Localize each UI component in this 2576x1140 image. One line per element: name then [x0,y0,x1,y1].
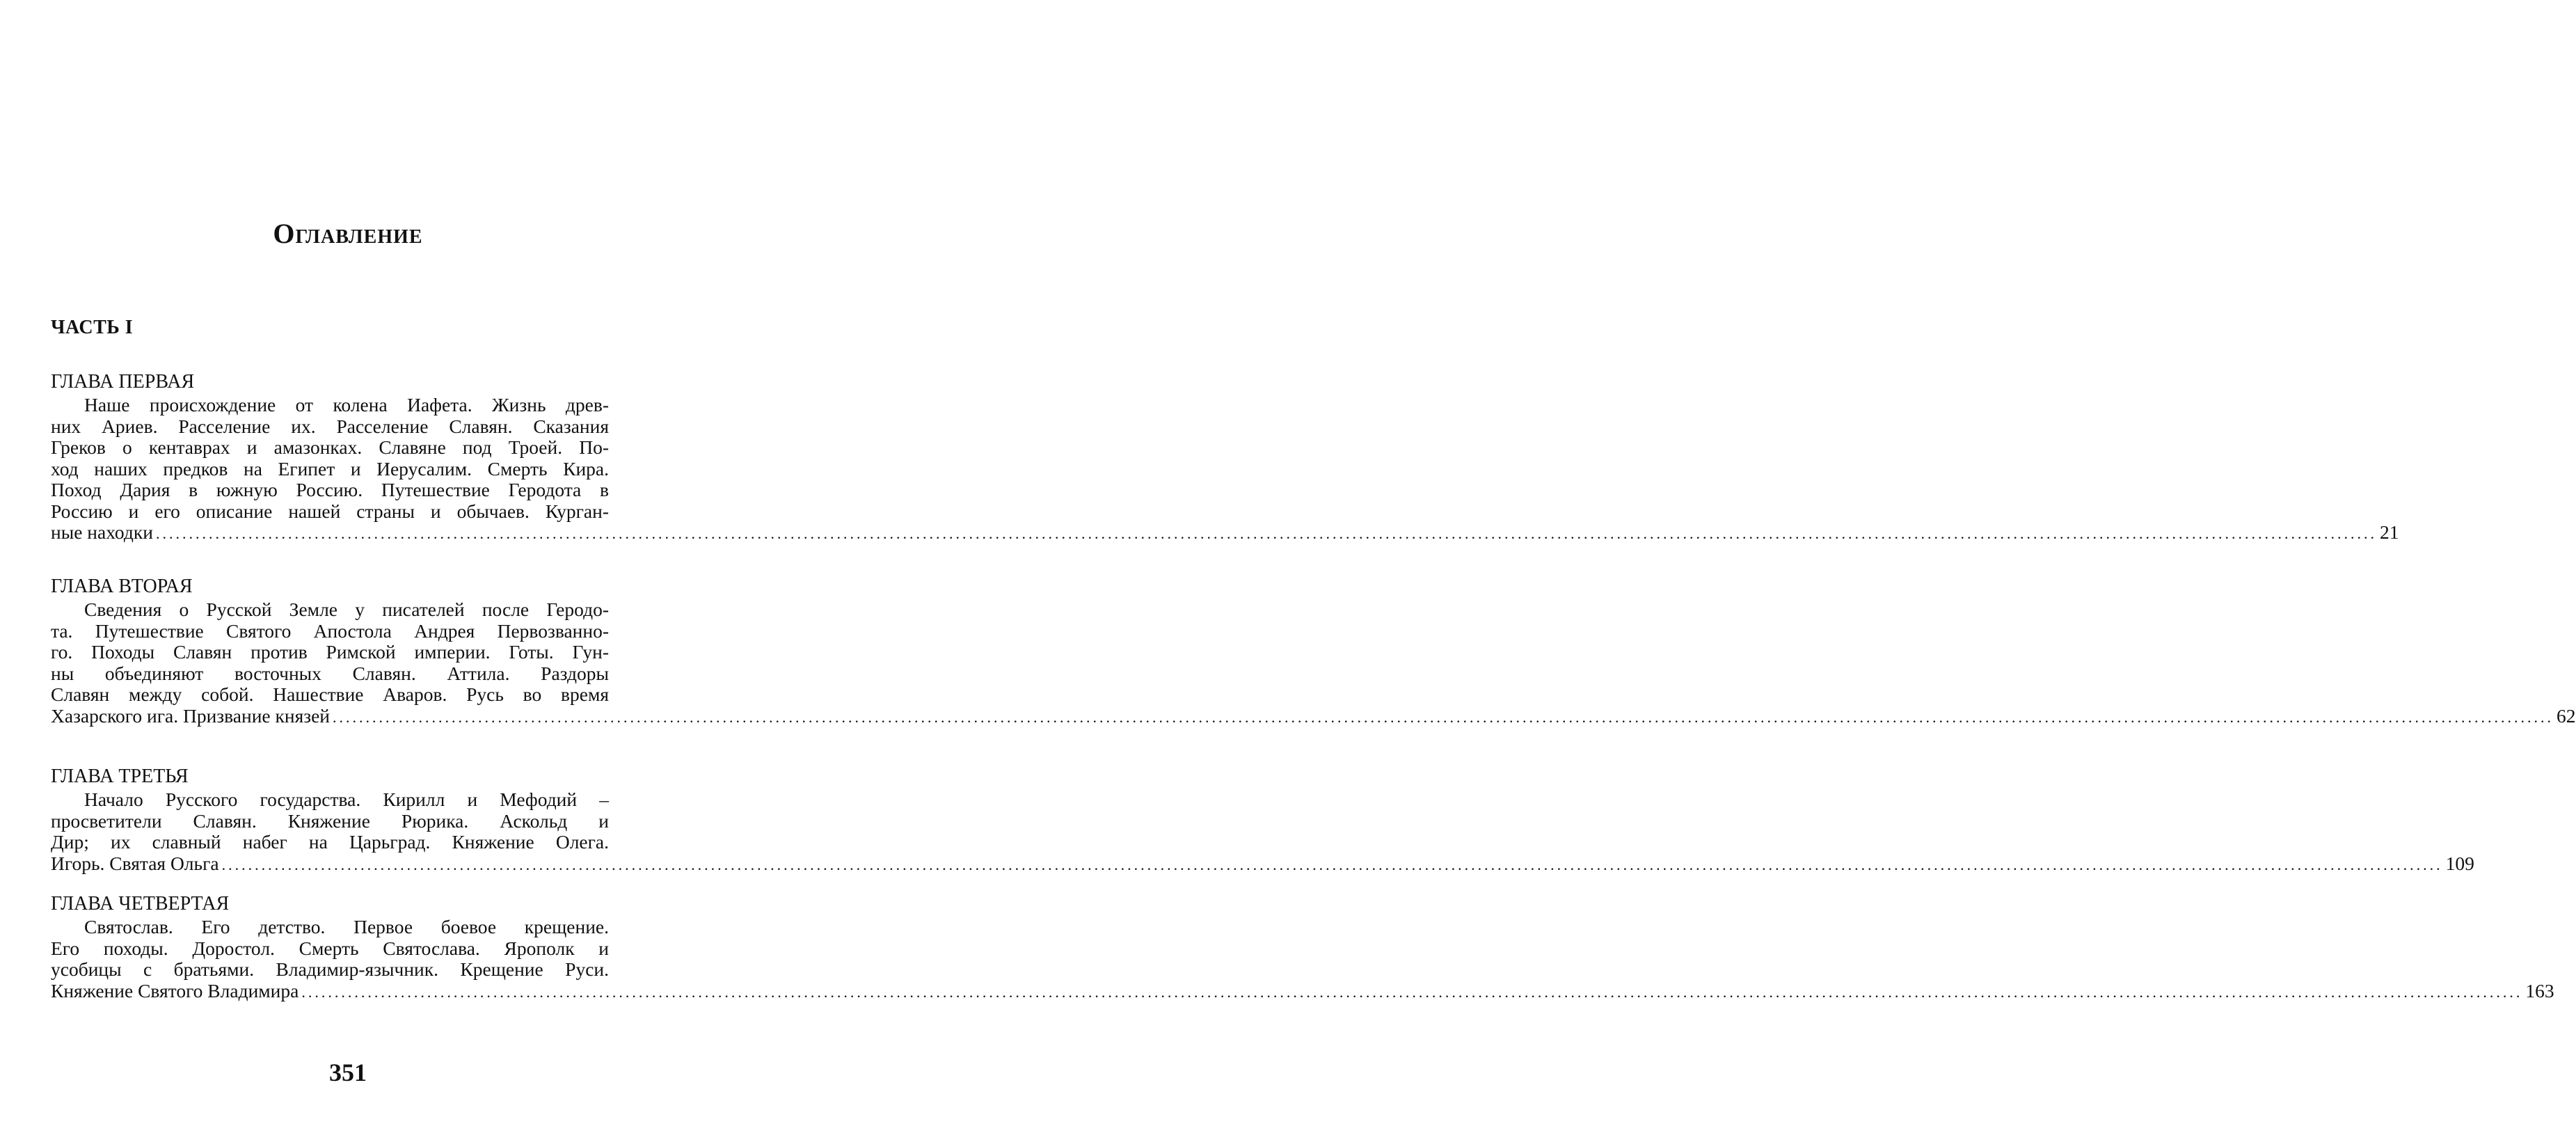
dot-leader: ................................................................................................................................................................................................................................................................................................................................................ [301,983,2523,1001]
chapter-heading: ГЛАВА ЧЕТВЕРТАЯ [51,893,230,915]
description-last-line [51,979,2554,1002]
description-line: Игорь. Святая Ольга [51,852,219,874]
description-line: Россию и его описание нашей страны и обычаев. Курган- [51,500,609,522]
chapter-description [51,394,2399,544]
chapter-heading: ГЛАВА ПЕРВАЯ [51,371,195,393]
description-line: Славян между собой. Нашествие Аваров. Русь во время [51,683,609,705]
description-line: Святослав. Его детство. Первое боевое крещение. [84,916,609,937]
description-line: Начало Русского государства. Кирилл и Мефодий – [84,789,609,810]
description-line: го. Походы Славян против Римской империи. Готы. Гун- [51,641,609,663]
description-line: Поход Дария в южную Россию. Путешествие Геродота в [51,479,609,500]
description-line: Наше происхождение от колена Иафета. Жизнь древ- [84,394,609,415]
chapter-entry-2 [51,576,2576,727]
dot-leader: ................................................................................................................................................................................................................................................................................................................................................ [221,855,2443,873]
description-line: Дир; их славный набег на Царьград. Княжение Олега. [51,831,609,853]
description-last-line [51,704,2576,727]
description-line: Хазарского ига. Призвание князей [51,704,331,727]
page-reference: 109 [2445,852,2474,874]
dot-leader: ................................................................................................................................................................................................................................................................................................................................................ [333,708,2554,726]
description-last-line [51,521,2399,544]
chapter-entry-4 [51,893,2554,1002]
chapter-description [51,789,2474,874]
description-line: та. Путешествие Святого Апостола Андрея Первозванно- [51,619,609,642]
page-title: Оглавление [273,218,423,249]
chapter-description [51,916,2554,1002]
description-line: ход наших предков на Египет и Иерусалим. Смерть Кира. [51,457,609,480]
description-line: них Ариев. Расселение их. Расселение Славян. Сказания [51,415,609,437]
description-line: Его походы. Доростол. Смерть Святослава. Ярополк и [51,937,609,959]
page-reference: 21 [2379,521,2399,543]
description-line: просветители Славян. Княжение Рюрика. Аскольд и [51,809,609,832]
chapter-entry-3 [51,766,2474,874]
description-line: Греков о кентаврах и амазонках. Славяне под Троей. По- [51,436,609,458]
chapter-heading: ГЛАВА ВТОРАЯ [51,576,193,597]
page-reference: 163 [2525,979,2554,1002]
description-line: Сведения о Русской Земле у писателей после Геродо- [84,599,609,620]
description-line: ны объединяют восточных Славян. Аттила. Раздоры [51,662,609,684]
description-line: Княжение Святого Владимира [51,979,299,1002]
chapter-heading: ГЛАВА ТРЕТЬЯ [51,766,189,787]
chapter-entry-1 [51,371,2399,544]
page-reference: 62 [2557,704,2576,727]
description-line: ные находки [51,521,153,543]
chapter-description [51,599,2576,727]
description-line: усобицы с братьями. Владимир-язычник. Крещение Руси. [51,958,609,980]
part-heading: ЧАСТЬ I [51,317,134,338]
dot-leader: ................................................................................................................................................................................................................................................................................................................................................ [155,525,2377,542]
page-number: 351 [329,1059,367,1086]
description-last-line [51,852,2474,875]
